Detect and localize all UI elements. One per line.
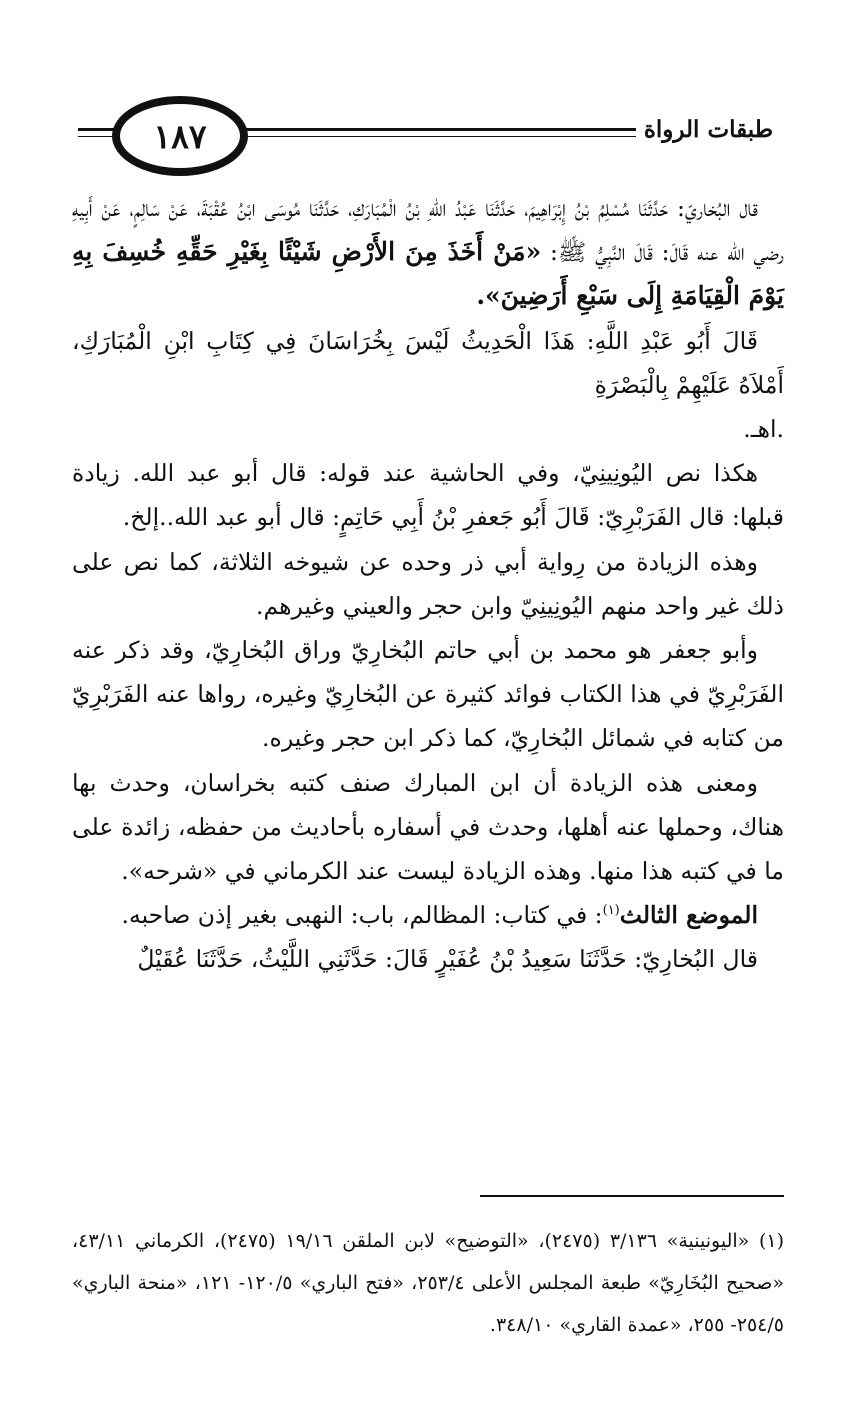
paragraph-end-marker: .اهـ. <box>743 415 784 444</box>
isnad-text: قال البُخاريّ: حَدَّثَنَا مُسْلِمُ بْنُ إِبْرَاهِيمَ، حَدَّثَنَا عَبْدُ اللهِ بْنُ الْمُبَارَكِ، حَدَّثَنَا مُوسَى ابْنُ عُقْبَةَ، عَنْ سَالِمٍ، عَنْ أَبِيهِ رضي الله عنه قَالَ: قَالَ النَّبِيُّ ﷺ: <box>72 194 784 267</box>
main-text <box>72 186 784 982</box>
running-title: طبقات الرواة <box>636 116 783 143</box>
section-label: الموضع الثالث <box>619 901 758 930</box>
paragraph-isnad-1 <box>72 186 784 319</box>
paragraph-meaning: ومعنى هذه الزيادة أن ابن المبارك صنف كتبه بخراسان، وحدث بها هناك، وحملها عنه أهلها، وحدث في أسفاره بأحاديث من حفظه، زائدة على ما في كتبه هذا منها. وهذه الزيادة ليست عند الكرماني في «شرحه». <box>72 768 784 886</box>
section-text: : في كتاب: المظالم، باب: النهبى بغير إذن صاحبه. <box>121 901 603 930</box>
footnote-separator <box>480 1195 784 1197</box>
running-header <box>78 96 783 176</box>
paragraph-abu-jafar: وأبو جعفر هو محمد بن أبي حاتم البُخارِيّ وراق البُخارِيّ، وقد ذكر عنه الفَرَبْرِيّ في هذا الكتاب فوائد كثيرة عن البُخارِيّ وغيره، رواها عنه الفَرَبْرِيّ من كتابه في شمائل البُخارِيّ، كما ذكر ابن حجر وغيره. <box>72 636 784 753</box>
paragraph-abu-abdullah: قَالَ أَبُو عَبْدِ اللَّهِ: هَذَا الْحَدِيثُ لَيْسَ بِخُرَاسَانَ فِي كِتَابِ ابْنِ الْمُبَارَكِ، أَمْلاَهُ عَلَيْهِمْ بِالْبَصْرَةِ <box>72 326 784 399</box>
footnote-1: (١) «اليونينية» ٣/١٣٦ (٢٤٧٥)، «التوضيح» لابن الملقن ١٩/١٦ (٢٤٧٥)، الكرماني ٤٣/١١، «صحيح البُخَارِيّ» طبعة المجلس الأعلى ٢٥٣/٤، «فتح الباري» ١٢٠/٥- ١٢١، «منحة الباري» ٢٥٤/٥- ٢٥٥، «عمدة القاري» ٣٤٨/١٠. <box>72 1230 785 1336</box>
hadith-text: «مَنْ أَخَذَ مِنَ الأَرْضِ شَيْئًا بِغَيْرِ حَقِّهِ خُسِفَ بِهِ يَوْمَ الْقِيَامَةِ إِلَى سَبْعِ أَرَضِينَ». <box>72 237 784 311</box>
page-number: ١٨٧ <box>153 116 207 156</box>
paragraph-third-place <box>72 893 784 937</box>
footnotes <box>72 1220 784 1346</box>
paragraph-yunini-note: هكذا نص اليُونِينِيّ، وفي الحاشية عند قوله: قال أبو عبد الله. زيادة قبلها: قال الفَرَبْرِيّ: قَالَ أَبُو جَعفرِ بْنُ أَبِي حَاتِمٍ: قال أبو عبد الله..إلخ. <box>72 459 784 532</box>
footnote-ref: (١) <box>602 903 620 919</box>
page-number-circle <box>112 96 248 176</box>
paragraph-isnad-2: قال البُخارِيّ: حَدَّثَنَا سَعِيدُ بْنُ عُفَيْرٍ قَالَ: حَدَّثَنِي اللَّيْثُ، حَدَّثَنَا عُقَيْلٌ <box>137 945 758 974</box>
paragraph-abu-dhar: وهذه الزيادة من رِواية أبي ذر وحده عن شيوخه الثلاثة، كما نص على ذلك غير واحد منهم اليُونِينِيّ وابن حجر والعيني وغيرهم. <box>72 547 784 620</box>
